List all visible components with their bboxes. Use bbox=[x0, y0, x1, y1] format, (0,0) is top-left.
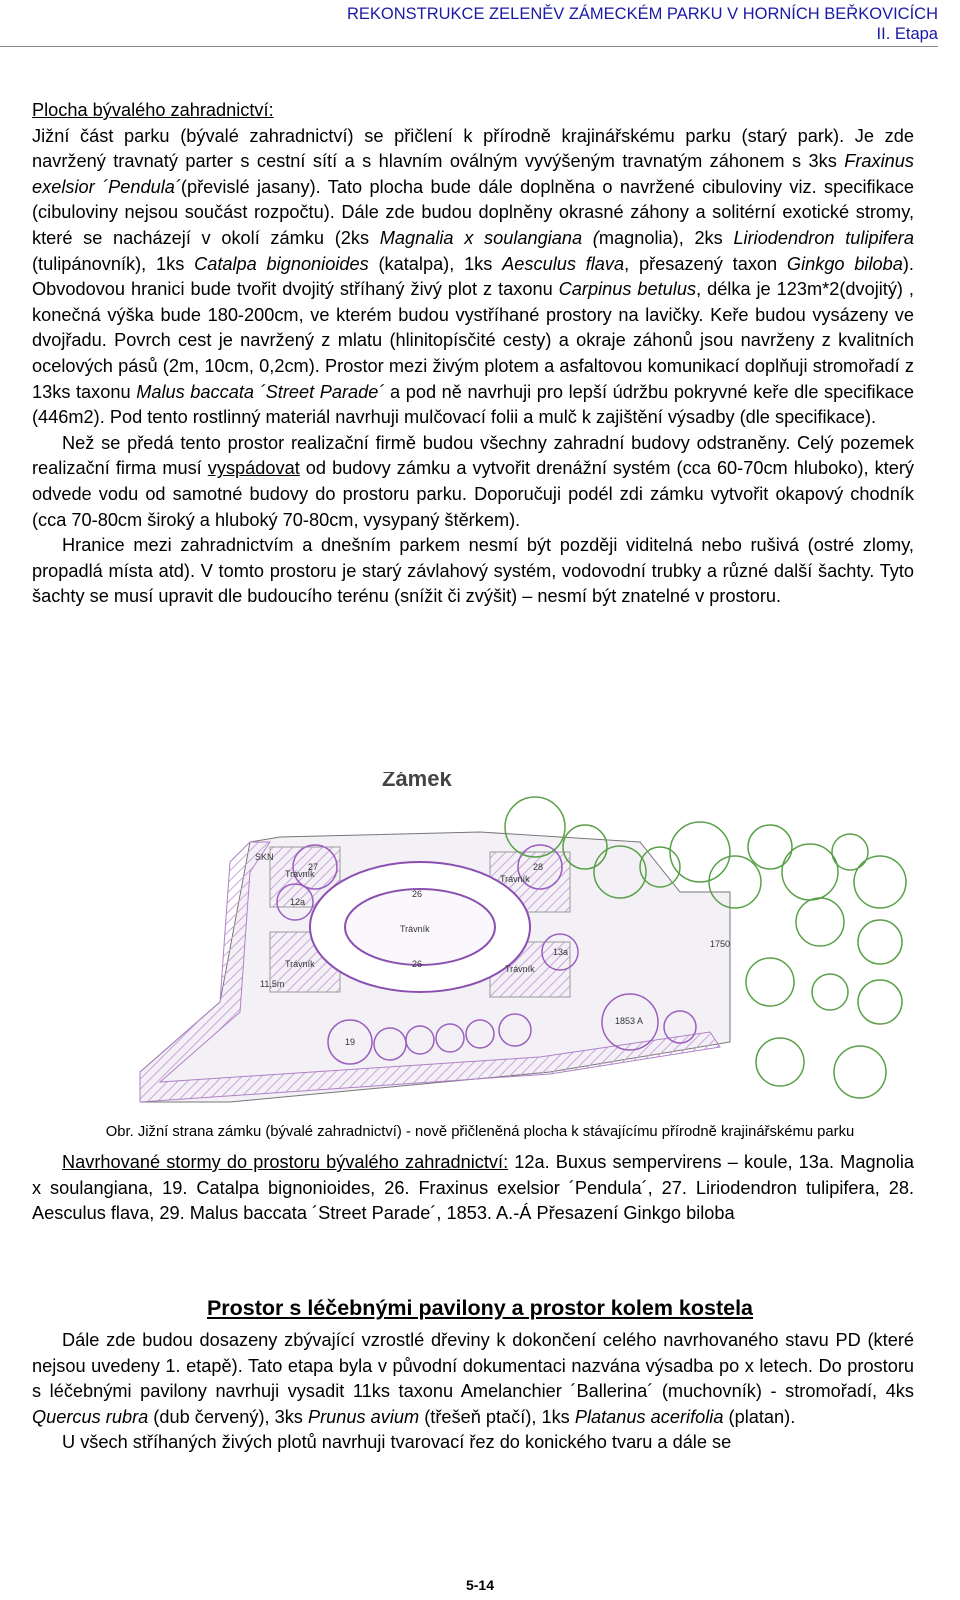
planting-list-text: 12a. Buxus sempervirens – koule, 13a. Magnolia x soulangiana, 19. Catalpa bignonioides, 26. Fraxinus exelsior ´Pendula´, 27. Liriodendron tulipifera, 28. Aesculus flava, 29. Malus baccata ´Street Parade´, 1853. A.-Á Přesazení Ginkgo biloba bbox=[32, 1152, 914, 1224]
document-header bbox=[347, 4, 938, 44]
section-former-nursery bbox=[32, 98, 914, 610]
paragraph-boundary: Hranice mezi zahradnictvím a dnešním parkem nesmí být později viditelná nebo rušivá (ostré zlomy, propadlá místa atd). V tomto prostoru je starý závlahový systém, vodovodní trubky a různé další šachty. Tyto šachty se musí upravit dle budoucího terénu (snížit či zvýšit) – nesmí být znatelné v prostoru. bbox=[32, 535, 914, 607]
plan-number: 13a bbox=[553, 947, 569, 957]
header-rule bbox=[0, 46, 938, 47]
plan-number: 1750 bbox=[710, 939, 731, 949]
plan-lawn-label: Trávník bbox=[400, 924, 430, 934]
section-heading-pavilions: Prostor s léčebnými pavilony a prostor kolem kostela bbox=[206, 1296, 754, 1320]
plan-number: 19 bbox=[345, 1037, 356, 1047]
paragraph-site-preparation: Než se předá tento prostor realizační firmě budou všechny zahradní budovy odstraněny. Celý pozemek realizační firma musí vyspádovat od budovy zámku a vytvořit drenážní systém (cca 60-70cm hluboko), který odvede vodu od samotné budovy do prostoru parku. Doporučuji podél zdi zámku vytvořit okapový chodník (cca 70-80cm široký a hluboký 70-80cm, vysypaný štěrkem). bbox=[32, 432, 914, 530]
plan-lawn-label: Trávník bbox=[285, 959, 315, 969]
plan-number: 1853 A bbox=[615, 1016, 644, 1026]
plan-title: Zámek bbox=[382, 772, 452, 791]
garden-plan-figure bbox=[120, 772, 920, 1107]
paragraph-hedges: U všech stříhaných živých plotů navrhuji tvarovací řez do konického tvaru a dále se bbox=[62, 1432, 732, 1453]
plan-lawn-label: Trávník bbox=[285, 869, 315, 879]
planting-list bbox=[32, 1150, 914, 1227]
header-title: REKONSTRUKCE ZELENĚV ZÁMECKÉM PARKU V HORNÍCH BEŘKOVICÍCH bbox=[346, 5, 938, 23]
plan-number: 27 bbox=[308, 862, 319, 872]
plan-lawn-label: Trávník bbox=[500, 874, 530, 884]
section-heading-nursery: Plocha bývalého zahradnictví: bbox=[32, 100, 274, 120]
section-pavilions bbox=[32, 1328, 914, 1456]
plan-number: 12a bbox=[290, 897, 306, 907]
plan-lawn-label: Trávník bbox=[505, 964, 535, 974]
figure-caption: Obr. Jižní strana zámku (bývalé zahradnictví) - nově přičleněná plocha k stávajícímu přírodně krajinářskému parku bbox=[105, 1124, 855, 1140]
paragraph-nursery-description: Jižní část parku (bývalé zahradnictví) se přičlení k přírodně krajinářskému parku (starý park). Je zde navržený travnatý parter s cestní sítí a s hlavním oválným vyvýšeným travnatým záhonem s 3ks Fraxinus exelsior ´Pendula´(převislé jasany). Tato plocha bude dále doplněna o navržené cibuloviny viz. specifikace (cibuloviny nejsou součást rozpočtu). Dále zde budou doplněny okrasné záhony a solitérní exotické stromy, které se nacházejí v okolí zámku (2ks Magnalia x soulangiana (magnolia), 2ks Liriodendron tulipifera (tulipánovník), 1ks Catalpa bignonioides (katalpa), 1ks Aesculus flava, přesazený taxon Ginkgo biloba). Obvodovou hranici bude tvořit dvojitý stříhaný živý plot z taxonu Carpinus betulus, délka je 123m*2(dvojitý) , konečná výška bude 180-200cm, ve kterém budou vystříhané prostory na lavičky. Keře budou vysázeny ve dvojřadu. Povrch cest je navržený z mlatu (hlinitopísčité cesty) a okraje záhonů jsou navrženy z kvalitních ocelových pásů (2m, 10cm, 0,2cm). Prostor mezi živým plotem a asfaltovou komunikací doplňuji stromořadí z 13ks taxonu Malus baccata ´Street Parade´ a pod ně navrhuji pro lepší údržbu pokryvné keře dle specifikace (446m2). Pod tento rostlinný materiál navrhuji mulčovací folii a mulč k zajištění výsadby (dle specifikace). bbox=[32, 125, 914, 428]
plan-skn-label: SKN bbox=[255, 852, 274, 862]
garden-plan-drawing bbox=[120, 772, 920, 1107]
planting-list-label: Navrhované stormy do prostoru bývalého zahradnictví: bbox=[62, 1152, 509, 1172]
paragraph-pavilions-planting: Dále zde budou dosazeny zbývající vzrostlé dřeviny k dokončení celého navrhovaného stavu PD (které nejsou uvedeny 1. etapě). Tato etapa byla v původní dokumentaci nazvána výsadba po x letech. Do prostoru s léčebnými pavilony navrhuji vysadit 11ks taxonu Amelanchier ´Ballerina´ (muchovník) - stromořadí, 4ks Quercus rubra (dub červený), 3ks Prunus avium (třešeň ptačí), 1ks Platanus acerifolia (platan). bbox=[32, 1330, 914, 1427]
plan-number: 28 bbox=[533, 862, 544, 872]
header-stage: II. Etapa bbox=[876, 25, 938, 43]
plan-dimension: 11.5m bbox=[260, 979, 285, 989]
page-number: 5-14 bbox=[465, 1577, 495, 1593]
plan-number: 26 bbox=[412, 889, 423, 899]
plan-number: 26 bbox=[412, 959, 423, 969]
